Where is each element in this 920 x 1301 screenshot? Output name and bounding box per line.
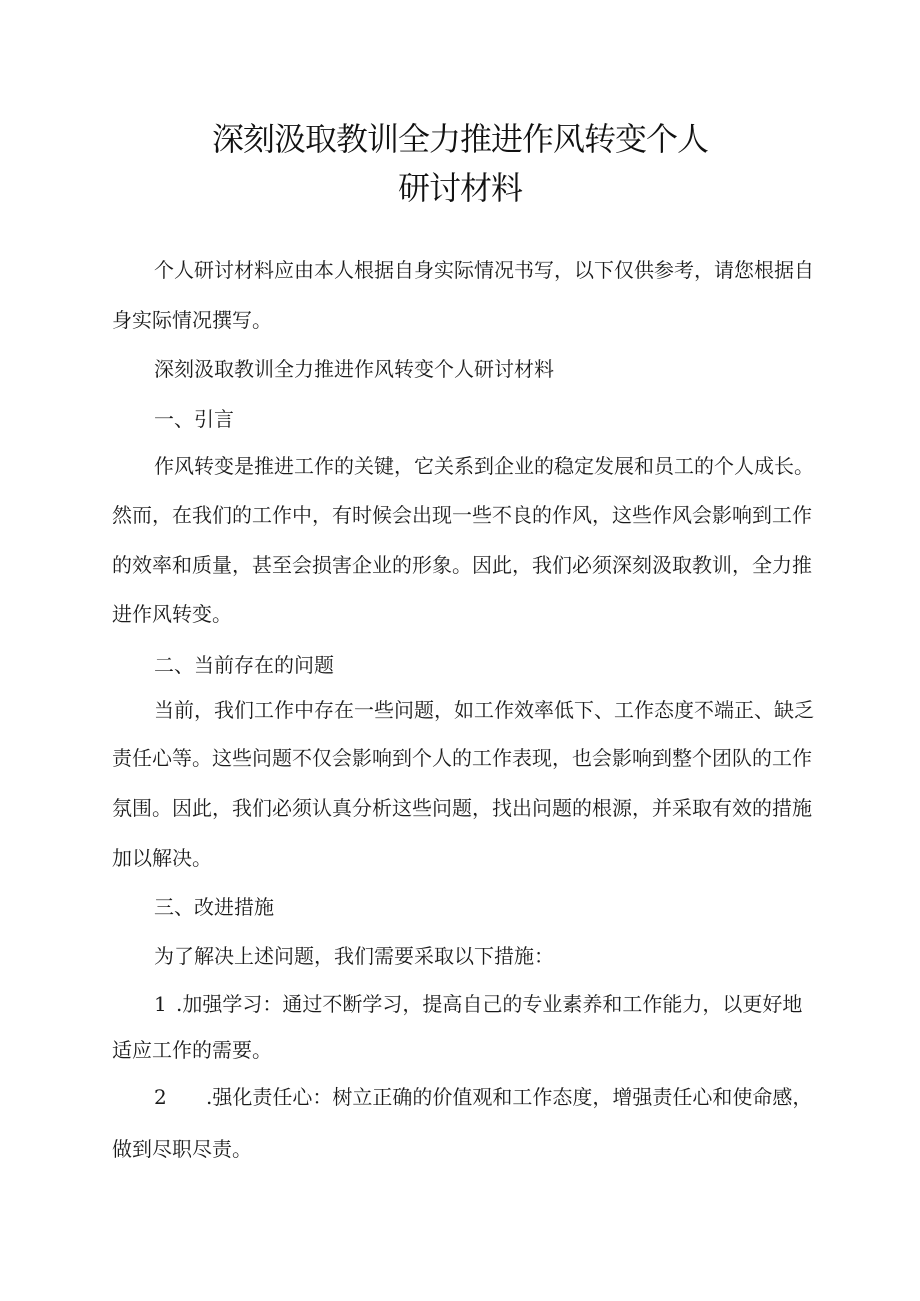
section1-paragraph-line4: 进作风转变。 [112,602,232,626]
section1-paragraph-line3: 的效率和质量，甚至会损害企业的形象。因此，我们必须深刻汲取教训，全力推 [112,553,812,577]
document-subtitle: 深刻汲取教训全力推进作风转变个人研讨材料 [154,357,554,381]
section2-paragraph-line1: 当前，我们工作中存在一些问题，如工作效率低下、工作态度不端正、缺乏 [154,698,814,722]
list-item2-line2: 做到尽职尽责。 [112,1137,252,1161]
section1-paragraph-line1: 作风转变是推进工作的关键，它关系到企业的稳定发展和员工的个人成长。 [154,454,814,478]
list-item2-number: 2 [154,1085,167,1109]
section2-paragraph-line2: 责任心等。这些问题不仅会影响到个人的工作表现，也会影响到整个团队的工作 [112,746,812,770]
section2-paragraph-line4: 加以解决。 [112,846,212,870]
list-item1-line2: 适应工作的需要。 [112,1038,272,1062]
intro-line2: 身实际情况撰写。 [112,308,272,332]
intro-line1: 个人研讨材料应由本人根据自身实际情况书写，以下仅供参考，请您根据自 [154,258,814,282]
section2-heading: 二、当前存在的问题 [154,653,334,677]
list-item1-line1: .加强学习：通过不断学习，提高自己的专业素养和工作能力，以更好地 [176,992,803,1016]
document-title-line1: 深刻汲取教训全力推进作风转变个人 [211,120,708,158]
section2-paragraph-line3: 氛围。因此，我们必须认真分析这些问题，找出问题的根源，并采取有效的措施 [112,796,812,820]
list-item1-number: 1 [154,992,167,1016]
section3-heading: 三、改进措施 [154,895,274,919]
list-item2-line1: .强化责任心：树立正确的价值观和工作态度，增强责任心和使命感， [206,1085,813,1109]
section1-heading: 一、引言 [154,407,234,431]
section3-intro: 为了解决上述问题，我们需要采取以下措施： [154,944,554,968]
section1-paragraph-line2: 然而，在我们的工作中，有时候会出现一些不良的作风，这些作风会影响到工作 [112,503,812,527]
document-title-line2: 研讨材料 [397,169,522,207]
